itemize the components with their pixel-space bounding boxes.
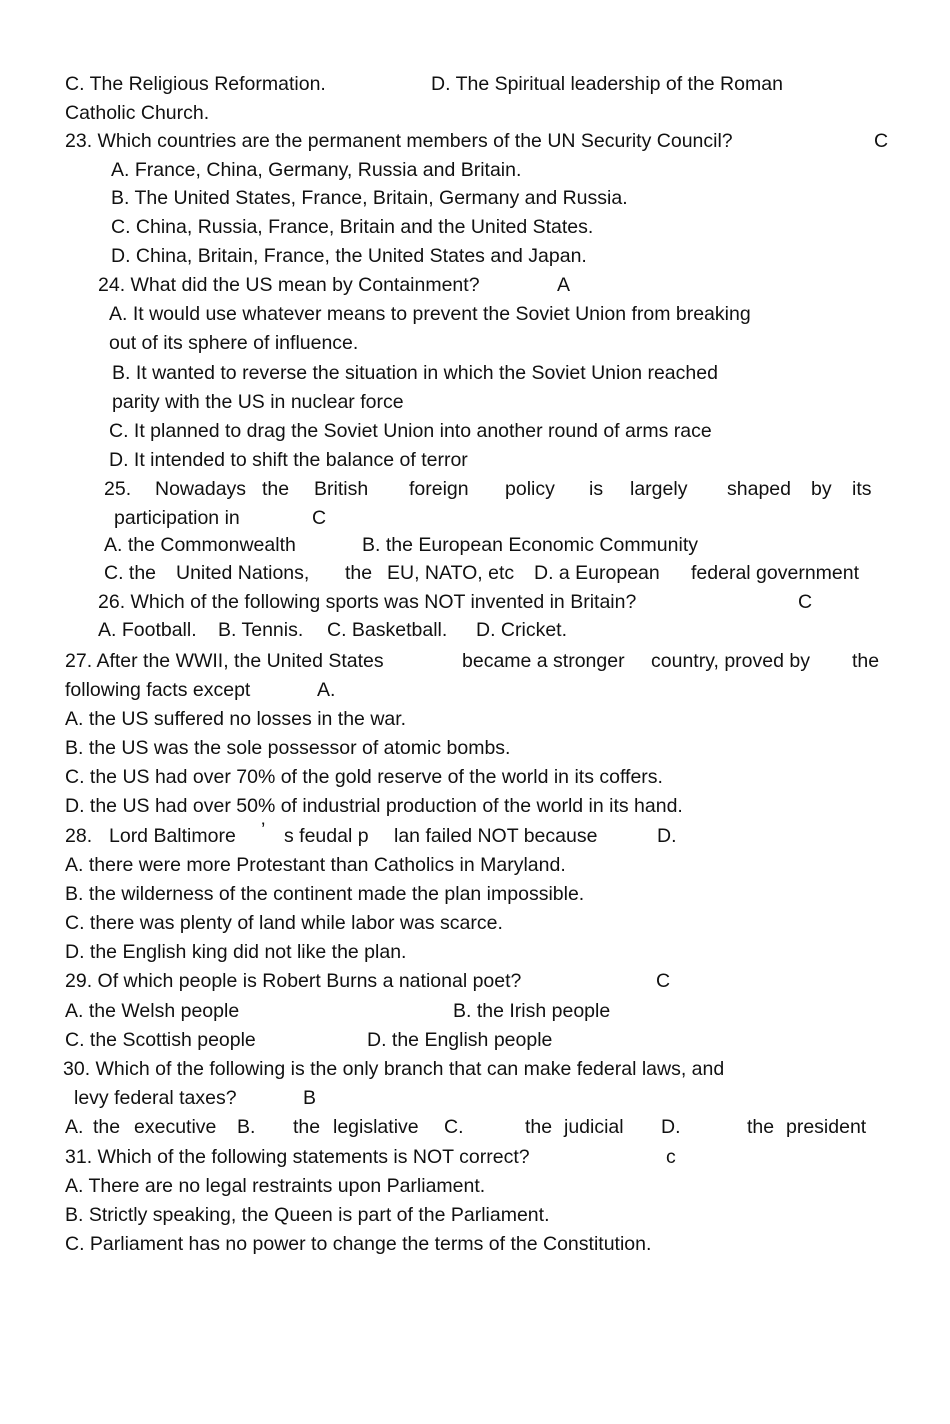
answer-key: B xyxy=(303,1087,317,1109)
text-line xyxy=(0,1087,317,1109)
option-text: the xyxy=(747,1116,775,1138)
option-c: C. Parliament has no power to change the terms of the Constitution. xyxy=(65,1233,652,1255)
option-text: the xyxy=(525,1116,553,1138)
option-d-text: federal government xyxy=(691,562,860,584)
answer-key: C xyxy=(798,591,813,613)
option-d: D. xyxy=(661,1116,681,1138)
option-line xyxy=(0,766,663,788)
option-c: C. Basketball. xyxy=(327,619,448,641)
question-31 xyxy=(0,1146,676,1168)
option-line xyxy=(0,1175,486,1197)
question-text: 23. Which countries are the permanent members of the UN Security Council? xyxy=(65,130,733,152)
answer-key: D. xyxy=(657,825,677,847)
option-b: B. It wanted to reverse the situation in which the Soviet Union reached xyxy=(112,362,718,384)
answer-key: C xyxy=(874,130,889,152)
option-text: president xyxy=(786,1116,867,1138)
question-text: 26. Which of the following sports was NOT invented in Britain? xyxy=(98,591,637,613)
question-text-continued: following facts except xyxy=(65,679,251,701)
question-text: lan failed NOT because xyxy=(394,825,598,847)
question-27 xyxy=(0,650,880,672)
option-c: C. The Religious Reformation. xyxy=(65,73,326,95)
question-word: Nowadays xyxy=(155,478,247,500)
text-line xyxy=(0,73,783,95)
option-line xyxy=(0,391,404,413)
option-text: legislative xyxy=(333,1116,419,1138)
option-c: C. the Scottish people xyxy=(65,1029,256,1051)
question-number: 28. xyxy=(65,825,93,847)
option-c: C. the xyxy=(104,562,157,584)
option-text: judicial xyxy=(564,1116,624,1138)
option-a: A. there were more Protestant than Catholics in Maryland. xyxy=(65,854,566,876)
question-24 xyxy=(0,274,571,296)
question-word: foreign xyxy=(409,478,469,500)
option-line xyxy=(0,854,566,876)
option-text: the xyxy=(93,1116,121,1138)
option-b: B. xyxy=(237,1116,256,1138)
answer-key: C xyxy=(312,507,327,529)
question-26 xyxy=(0,591,813,613)
question-text-continued: participation in xyxy=(114,507,240,529)
option-b: B. Tennis. xyxy=(218,619,304,641)
question-number: 25. xyxy=(104,478,132,500)
option-c-text: the xyxy=(345,562,373,584)
question-word: policy xyxy=(505,478,555,500)
question-text-continued: levy federal taxes? xyxy=(74,1087,237,1109)
option-line xyxy=(0,534,698,556)
question-text: 30. Which of the following is the only branch that can make federal laws, and xyxy=(63,1058,725,1080)
option-a: A. France, China, Germany, Russia and Britain. xyxy=(111,159,522,181)
option-b: B. Strictly speaking, the Queen is part of the Parliament. xyxy=(65,1204,550,1226)
option-c: C. the US had over 70% of the gold reserve of the world in its coffers. xyxy=(65,766,663,788)
option-line xyxy=(0,1029,553,1051)
option-b: B. the wilderness of the continent made the plan impossible. xyxy=(65,883,585,905)
question-word: is xyxy=(589,478,604,500)
option-d: D. China, Britain, France, the United States and Japan. xyxy=(111,245,587,267)
question-text: s feudal p xyxy=(284,825,369,847)
question-text: 29. Of which people is Robert Burns a national poet? xyxy=(65,970,522,992)
question-text: Lord Baltimore xyxy=(109,825,236,847)
option-line xyxy=(0,737,511,759)
option-line xyxy=(0,912,503,934)
question-23 xyxy=(0,130,889,152)
option-d: D. a European xyxy=(534,562,660,584)
option-c: C. xyxy=(444,1116,464,1138)
option-b-continued: parity with the US in nuclear force xyxy=(112,391,404,413)
option-c: C. China, Russia, France, Britain and the United States. xyxy=(111,216,594,238)
text-line xyxy=(0,102,210,124)
option-line xyxy=(0,883,585,905)
answer-key: c xyxy=(666,1146,676,1168)
apostrophe: ’ xyxy=(261,819,266,841)
option-c-text: EU, NATO, etc xyxy=(387,562,515,584)
option-d: D. Cricket. xyxy=(476,619,568,641)
option-c-text: United Nations, xyxy=(176,562,310,584)
question-text: the xyxy=(852,650,880,672)
option-c: C. It planned to drag the Soviet Union into another round of arms race xyxy=(109,420,712,442)
option-a-continued: out of its sphere of influence. xyxy=(109,332,359,354)
option-line xyxy=(0,362,718,384)
option-line xyxy=(0,303,751,325)
option-text: the xyxy=(293,1116,321,1138)
question-text: 31. Which of the following statements is NOT correct? xyxy=(65,1146,530,1168)
text-line xyxy=(0,679,336,701)
option-d: D. the US had over 50% of industrial production of the world in its hand. xyxy=(65,795,683,817)
answer-key: C xyxy=(656,970,671,992)
question-29 xyxy=(0,970,671,992)
option-c: C. there was plenty of land while labor was scarce. xyxy=(65,912,503,934)
option-line xyxy=(0,795,683,817)
option-line xyxy=(0,449,468,471)
option-line xyxy=(0,708,407,730)
option-line xyxy=(0,1233,652,1255)
question-word: the xyxy=(262,478,290,500)
option-a: A. Football. xyxy=(98,619,197,641)
question-word: largely xyxy=(630,478,688,500)
option-d: D. the English people xyxy=(367,1029,553,1051)
option-line xyxy=(0,187,628,209)
question-28 xyxy=(0,819,677,847)
option-line xyxy=(0,159,522,181)
option-line xyxy=(0,216,594,238)
option-b: B. the US was the sole possessor of atomic bombs. xyxy=(65,737,511,759)
option-line xyxy=(0,245,587,267)
option-line xyxy=(0,1116,867,1138)
option-b: B. The United States, France, Britain, Germany and Russia. xyxy=(111,187,628,209)
option-line xyxy=(0,420,712,442)
option-line xyxy=(0,941,407,963)
option-d: D. the English king did not like the plan. xyxy=(65,941,407,963)
option-text: executive xyxy=(134,1116,217,1138)
answer-key: A. xyxy=(317,679,336,701)
question-text: 27. After the WWII, the United States xyxy=(65,650,384,672)
option-line xyxy=(0,1204,550,1226)
question-30 xyxy=(0,1058,725,1080)
option-b: B. the Irish people xyxy=(453,1000,611,1022)
question-text: country, proved by xyxy=(651,650,810,672)
option-a: A. There are no legal restraints upon Parliament. xyxy=(65,1175,486,1197)
question-text: became a stronger xyxy=(462,650,625,672)
option-d-continued: Catholic Church. xyxy=(65,102,210,124)
question-word: its xyxy=(852,478,872,500)
option-line xyxy=(0,562,860,584)
text-line xyxy=(0,507,327,529)
option-b: B. the European Economic Community xyxy=(362,534,698,556)
option-line xyxy=(0,332,359,354)
question-25 xyxy=(0,478,872,500)
option-a: A. the Welsh people xyxy=(65,1000,240,1022)
option-d: D. The Spiritual leadership of the Roman xyxy=(431,73,783,95)
answer-key: A xyxy=(557,274,571,296)
question-word: by xyxy=(811,478,832,500)
option-a: A. xyxy=(65,1116,84,1138)
option-a: A. the Commonwealth xyxy=(104,534,296,556)
option-a: A. the US suffered no losses in the war. xyxy=(65,708,407,730)
option-line xyxy=(0,1000,611,1022)
question-word: British xyxy=(314,478,369,500)
option-line xyxy=(0,619,568,641)
question-word: shaped xyxy=(727,478,791,500)
question-text: 24. What did the US mean by Containment? xyxy=(98,274,480,296)
option-a: A. It would use whatever means to prevent the Soviet Union from breaking xyxy=(109,303,751,325)
option-d: D. It intended to shift the balance of terror xyxy=(109,449,468,471)
